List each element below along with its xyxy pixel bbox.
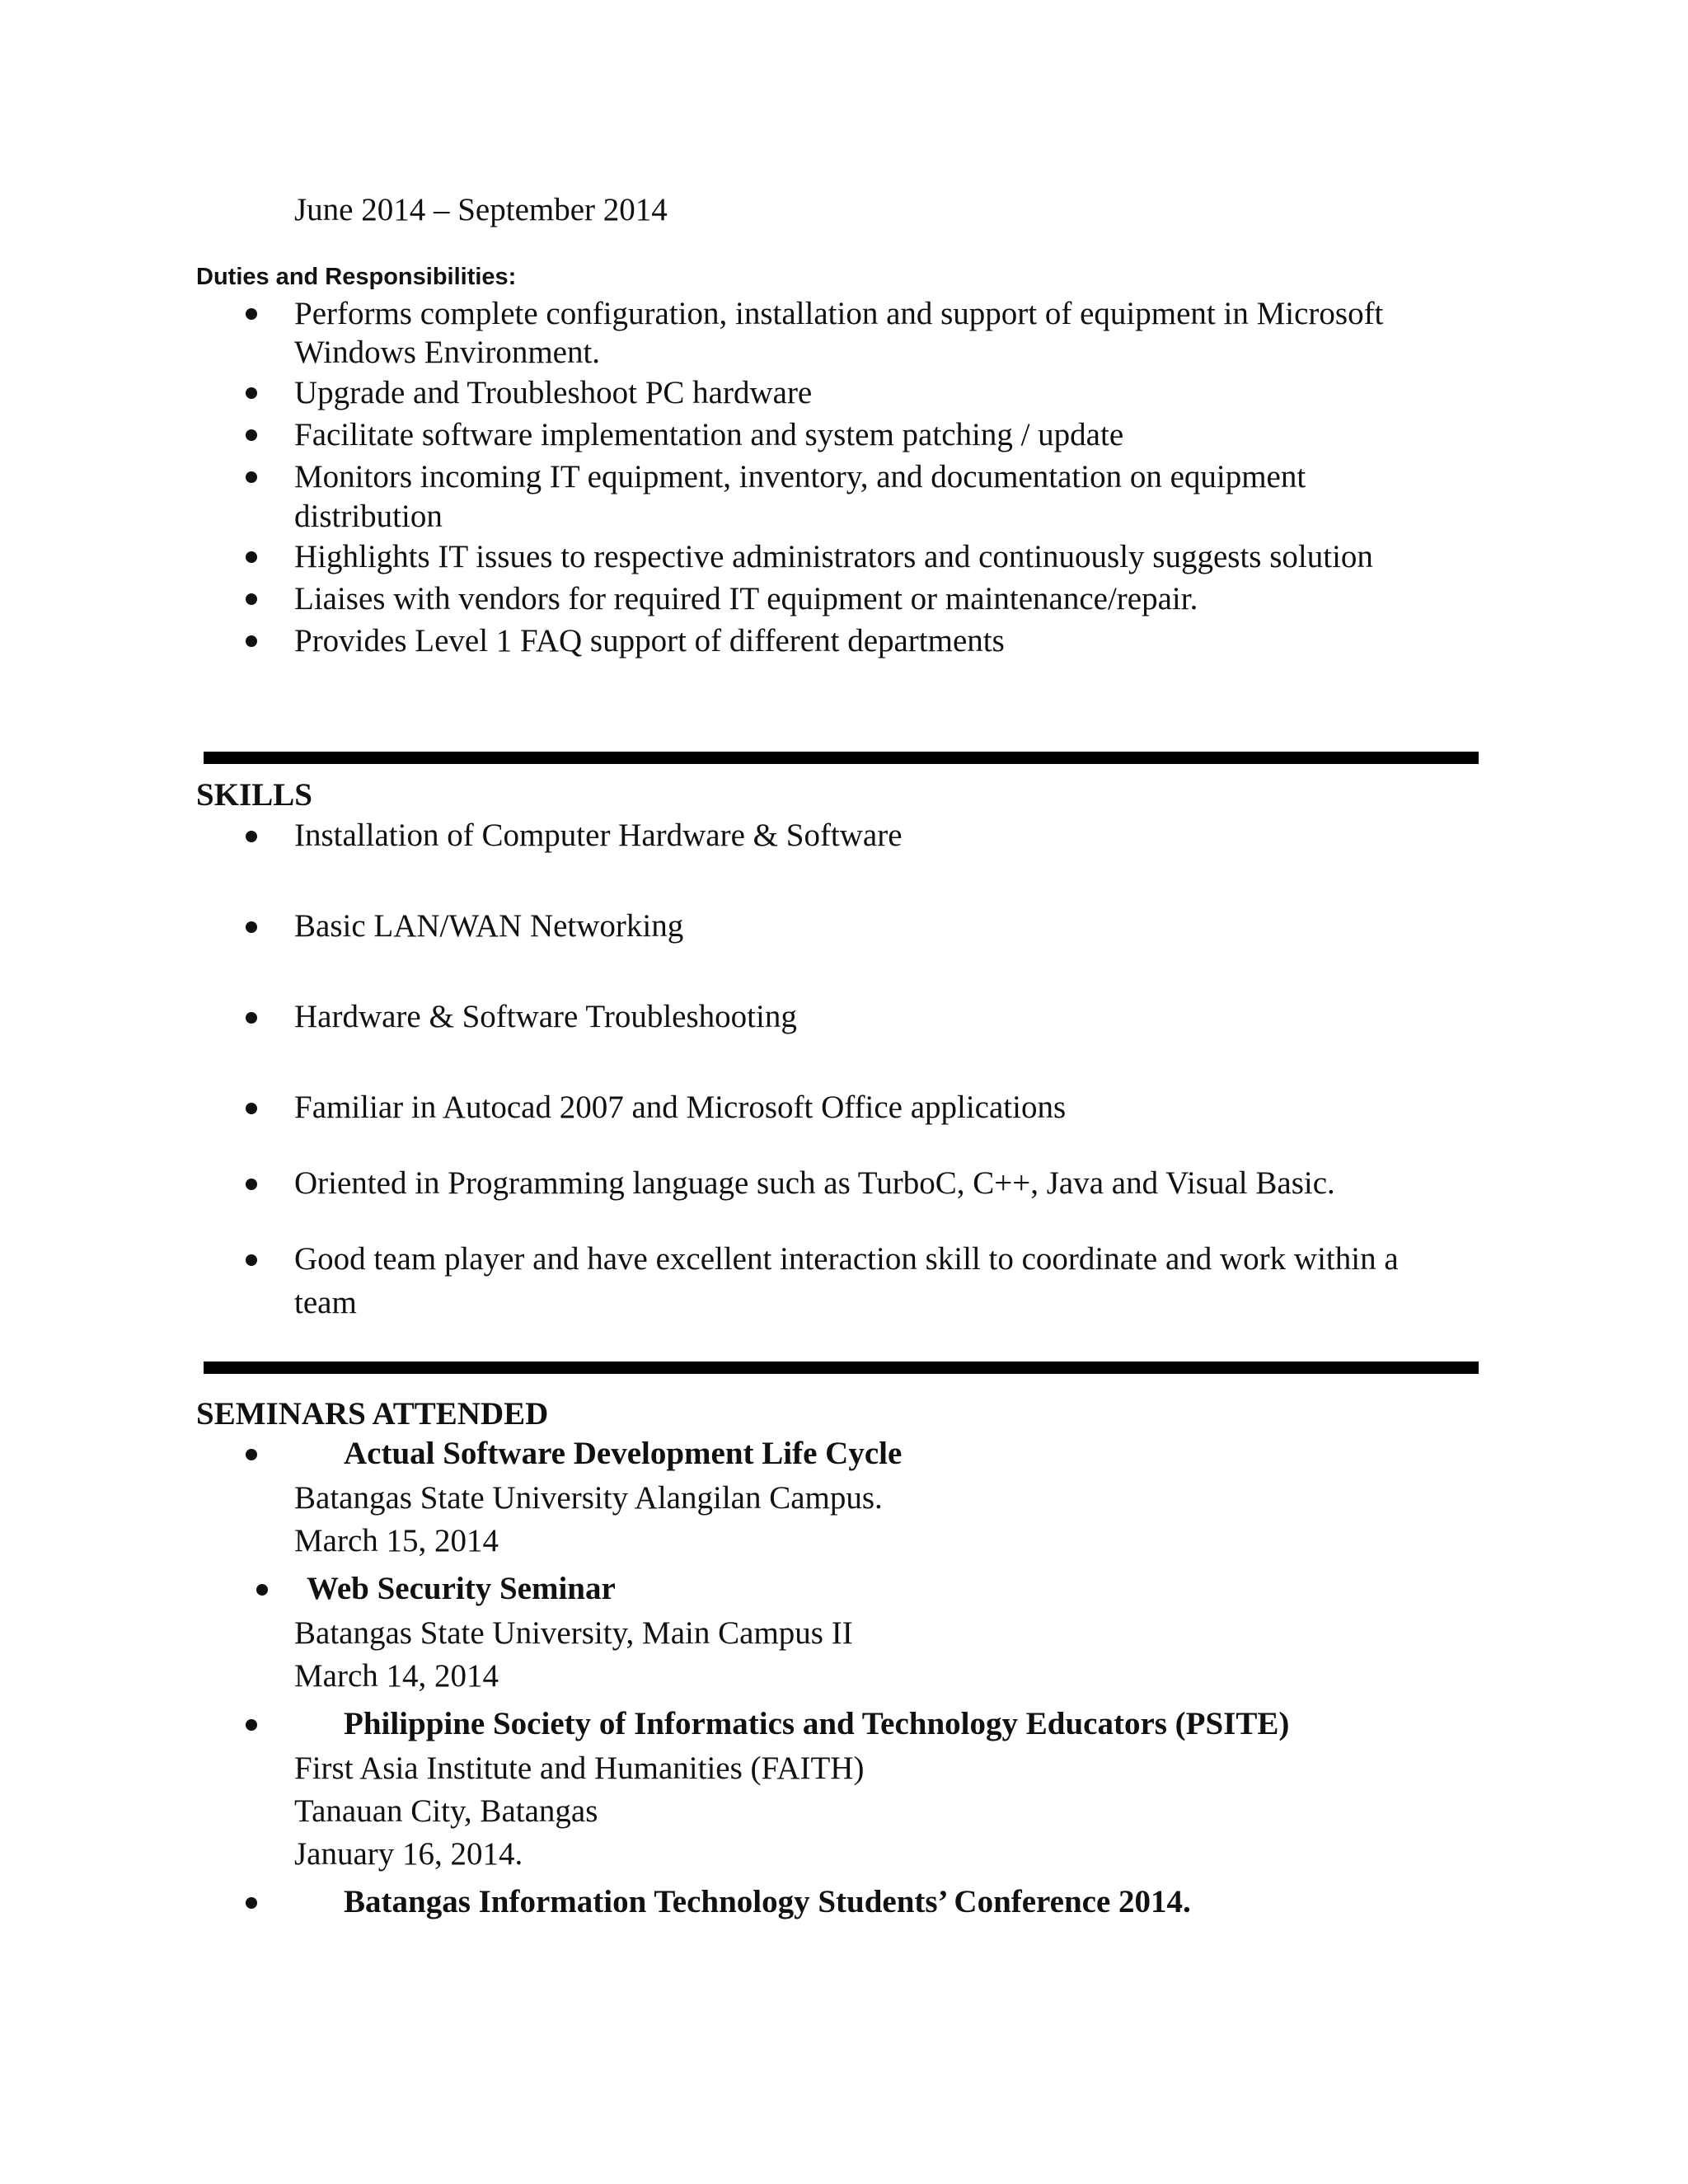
duties-heading: Duties and Responsibilities:: [196, 264, 517, 290]
seminar-title: Batangas Information Technology Students’ Conference 2014.: [344, 1884, 1191, 1919]
job-date-range: June 2014 – September 2014: [294, 192, 668, 227]
bullet-icon: [246, 635, 257, 647]
list-item-continuation: team: [294, 1285, 357, 1320]
list-item: Performs complete configuration, installation and support of equipment in Microsoft: [294, 296, 1384, 331]
list-item: Highlights IT issues to respective administrators and continuously suggests solution: [294, 539, 1373, 574]
list-item: Upgrade and Troubleshoot PC hardware: [294, 375, 813, 410]
list-item: Good team player and have excellent interaction skill to coordinate and work within a: [294, 1241, 1399, 1277]
bullet-icon: [246, 1254, 257, 1266]
bullet-icon: [256, 1584, 268, 1596]
bullet-icon: [246, 593, 257, 605]
seminar-venue: Batangas State University, Main Campus II: [294, 1615, 853, 1651]
seminar-venue: Batangas State University Alangilan Campus.: [294, 1480, 883, 1516]
section-divider: [204, 752, 1479, 764]
list-item-continuation: distribution: [294, 499, 443, 534]
list-item: Installation of Computer Hardware & Software: [294, 818, 903, 853]
list-item: Oriented in Programming language such as TurboC, C++, Java and Visual Basic.: [294, 1165, 1335, 1201]
bullet-icon: [246, 551, 257, 563]
list-item: Facilitate software implementation and system patching / update: [294, 417, 1124, 452]
list-item: Basic LAN/WAN Networking: [294, 908, 684, 944]
list-item: Hardware & Software Troubleshooting: [294, 999, 797, 1034]
seminar-date: January 16, 2014.: [294, 1836, 523, 1872]
list-item-continuation: Windows Environment.: [294, 335, 601, 370]
bullet-icon: [246, 429, 257, 441]
bullet-icon: [246, 387, 257, 399]
seminar-date: March 15, 2014: [294, 1523, 499, 1558]
seminar-title: Web Security Seminar: [307, 1571, 616, 1606]
list-item: Monitors incoming IT equipment, inventory, and documentation on equipment: [294, 459, 1306, 494]
list-item: Liaises with vendors for required IT equipment or maintenance/repair.: [294, 581, 1198, 616]
bullet-icon: [246, 1449, 257, 1460]
seminar-location: Tanauan City, Batangas: [294, 1793, 598, 1829]
list-item: Provides Level 1 FAQ support of different departments: [294, 623, 1005, 658]
seminars-heading: SEMINARS ATTENDED: [196, 1396, 549, 1432]
bullet-icon: [246, 1897, 257, 1909]
seminar-venue: First Asia Institute and Humanities (FAITH): [294, 1750, 865, 1786]
bullet-icon: [246, 1103, 257, 1114]
bullet-icon: [246, 1179, 257, 1190]
skills-heading: SKILLS: [196, 777, 312, 813]
section-divider: [204, 1361, 1479, 1374]
bullet-icon: [246, 308, 257, 320]
list-item: Familiar in Autocad 2007 and Microsoft Office applications: [294, 1090, 1067, 1125]
bullet-icon: [246, 831, 257, 842]
bullet-icon: [246, 921, 257, 933]
seminar-title: Philippine Society of Informatics and Technology Educators (PSITE): [344, 1706, 1290, 1741]
seminar-date: March 14, 2014: [294, 1658, 499, 1694]
bullet-icon: [246, 1719, 257, 1731]
bullet-icon: [246, 1012, 257, 1024]
seminar-title: Actual Software Development Life Cycle: [344, 1436, 903, 1471]
bullet-icon: [246, 471, 257, 483]
